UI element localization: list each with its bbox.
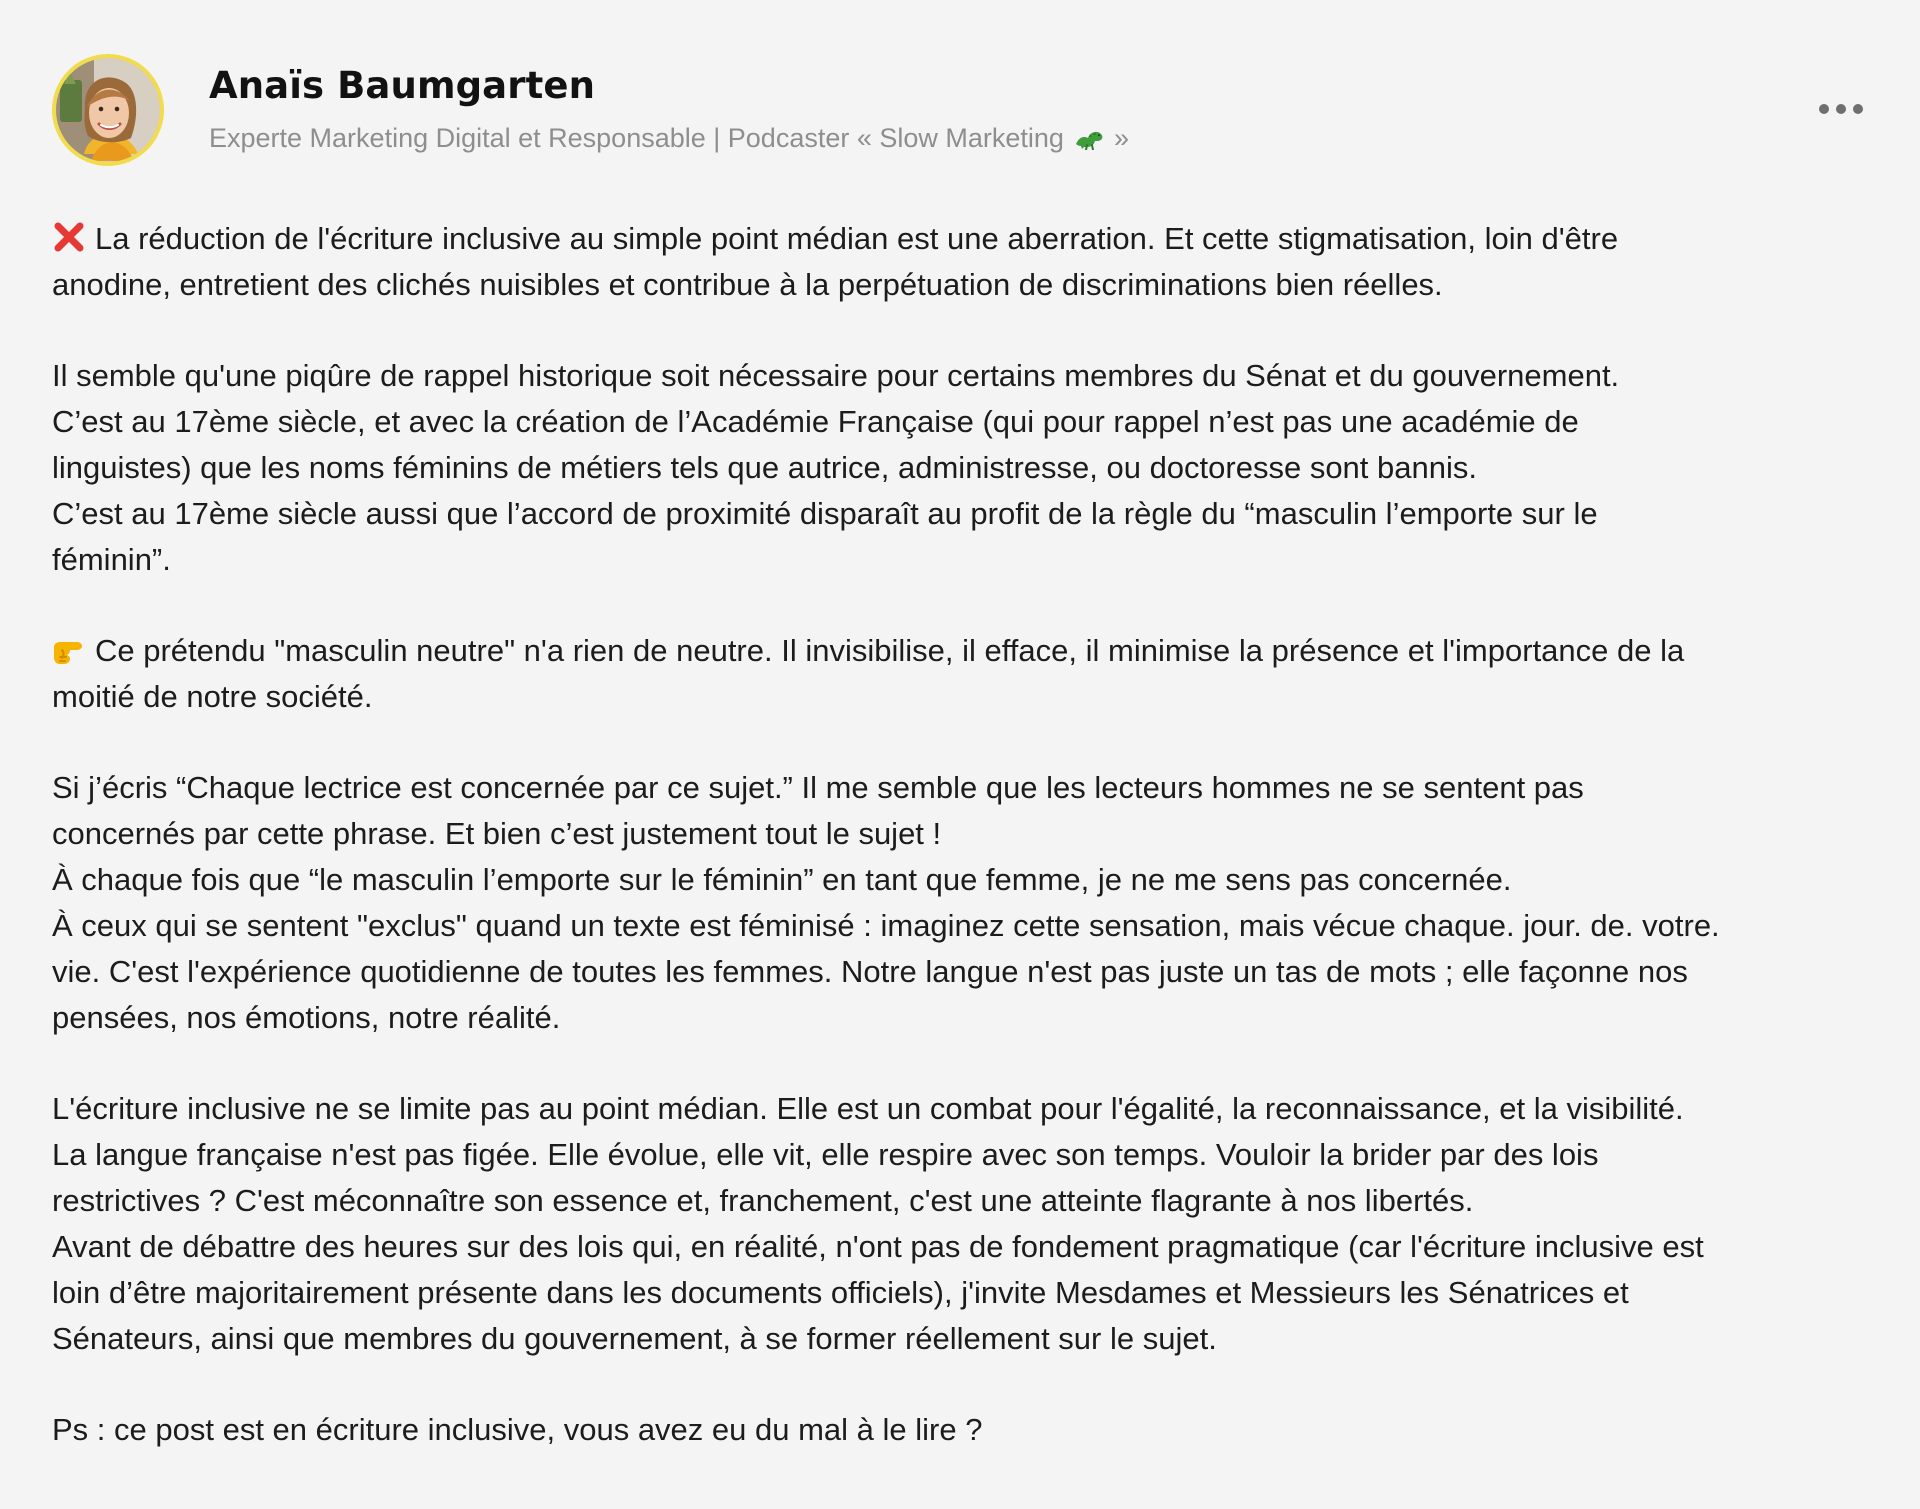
author-headline-text: Experte Marketing Digital et Responsable | Podcaster « Slow Marketing — [209, 123, 1064, 153]
post-header — [52, 54, 1872, 172]
post-paragraph — [52, 1407, 1892, 1453]
post-line: féminin”. — [52, 542, 171, 577]
post-line: vie. C'est l'expérience quotidienne de toutes les femmes. Notre langue n'est pas juste un tas de mots ; elle façonne nos — [52, 954, 1688, 989]
more-options-dot — [1836, 104, 1846, 114]
post-line: C’est au 17ème siècle aussi que l’accord de proximité disparaît au profit de la règle du “masculin l’emporte sur le — [52, 496, 1598, 531]
post-body — [52, 216, 1892, 1498]
post-line-text: La réduction de l'écriture inclusive au simple point médian est une aberration. Et cette stigmatisation, loin d'être — [95, 221, 1619, 256]
author-headline — [209, 122, 1129, 157]
post-line: C’est au 17ème siècle, et avec la création de l’Académie Française (qui pour rappel n’est pas une académie de — [52, 404, 1579, 439]
red-x-icon — [52, 220, 86, 254]
post-line: Avant de débattre des heures sur des lois qui, en réalité, n'ont pas de fondement pragmatique (car l'écriture inclusive est — [52, 1229, 1704, 1264]
post-paragraph — [52, 765, 1892, 1041]
post-line: pensées, nos émotions, notre réalité. — [52, 1000, 561, 1035]
pointing-hand-icon — [52, 632, 86, 666]
post-line: anodine, entretient des clichés nuisibles et contribue à la perpétuation de discriminations bien réelles. — [52, 267, 1443, 302]
post-line: loin d’être majoritairement présente dans les documents officiels), j'invite Mesdames et Messieurs les Sénatrices et — [52, 1275, 1629, 1310]
post-line: Il semble qu'une piqûre de rappel historique soit nécessaire pour certains membres du Sénat et du gouvernement. — [52, 358, 1620, 393]
avatar[interactable] — [52, 54, 164, 166]
post-line: À chaque fois que “le masculin l’emporte sur le féminin” en tant que femme, je ne me sens pas concernée. — [52, 862, 1512, 897]
post-line — [52, 628, 1892, 674]
author-name[interactable]: Anaïs Baumgarten — [209, 64, 596, 107]
post-line: Sénateurs, ainsi que membres du gouvernement, à se former réellement sur le sujet. — [52, 1321, 1217, 1356]
green-dinosaur-icon — [1075, 125, 1104, 157]
post-line: restrictives ? C'est méconnaître son essence et, franchement, c'est une atteinte flagrante à nos libertés. — [52, 1183, 1474, 1218]
post-line: Si j’écris “Chaque lectrice est concernée par ce sujet.” Il me semble que les lecteurs hommes ne se sentent pas — [52, 770, 1584, 805]
post-paragraph — [52, 216, 1892, 308]
post-paragraph — [52, 628, 1892, 720]
post-paragraph — [52, 353, 1892, 583]
post-line-text: Ce prétendu "masculin neutre" n'a rien de neutre. Il invisibilise, il efface, il minimise la présence et l'importance de la — [95, 633, 1685, 668]
profile-photo — [56, 58, 160, 162]
author-headline-closing: » — [1113, 123, 1129, 153]
post-line: Ps : ce post est en écriture inclusive, vous avez eu du mal à le lire ? — [52, 1412, 983, 1447]
more-options-icon[interactable] — [1819, 102, 1863, 116]
more-options-dot — [1819, 104, 1829, 114]
post-paragraph — [52, 1086, 1892, 1362]
post-line: L'écriture inclusive ne se limite pas au point médian. Elle est un combat pour l'égalité, la reconnaissance, et la visibilité. — [52, 1091, 1684, 1126]
post-line: linguistes) que les noms féminins de métiers tels que autrice, administresse, ou doctoresse sont bannis. — [52, 450, 1477, 485]
post-line: concernés par cette phrase. Et bien c’est justement tout le sujet ! — [52, 816, 942, 851]
post-line — [52, 216, 1892, 262]
post-line: La langue française n'est pas figée. Elle évolue, elle vit, elle respire avec son temps. Vouloir la brider par des lois — [52, 1137, 1599, 1172]
more-options-dot — [1853, 104, 1863, 114]
post-line: moitié de notre société. — [52, 679, 373, 714]
post-line: À ceux qui se sentent "exclus" quand un texte est féminisé : imaginez cette sensation, mais vécue chaque. jour. de. votre. — [52, 908, 1720, 943]
